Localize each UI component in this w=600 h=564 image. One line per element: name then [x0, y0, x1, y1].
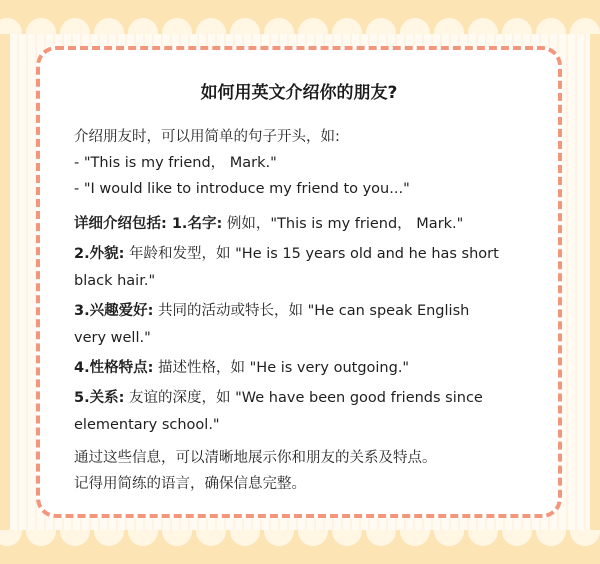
- intro-example: - "I would like to introduce my friend to you...": [74, 181, 410, 197]
- detail-continuation: very well.": [74, 330, 151, 346]
- scallop-bump: [570, 18, 600, 34]
- detail-heading: 3.兴趣爱好:: [74, 303, 154, 319]
- detail-heading: 2.外貌:: [74, 246, 125, 262]
- scallop-bump: [332, 530, 362, 546]
- scallop-bump: [298, 530, 328, 546]
- intro-lead: 介绍朋友时，可以用简单的句子开头，如:: [74, 129, 340, 145]
- scallop-bump: [332, 18, 362, 34]
- detail-continuation: elementary school.": [74, 417, 220, 433]
- scallop-bump: [94, 18, 124, 34]
- scallop-bump: [366, 530, 396, 546]
- scallop-bump: [298, 18, 328, 34]
- scallop-bump: [366, 18, 396, 34]
- scallop-bump: [502, 18, 532, 34]
- scallop-bump: [26, 530, 56, 546]
- detail-continuation: black hair.": [74, 273, 156, 289]
- closing-line: 通过这些信息，可以清晰地展示你和朋友的关系及特点。: [74, 450, 437, 466]
- detail-text: 共同的活动或特长，如 "He can speak English: [153, 303, 470, 319]
- detail-text: 例如，"This is my friend， Mark.": [222, 216, 464, 232]
- intro-example: - "This is my friend， Mark.": [74, 155, 277, 171]
- scallop-bump: [400, 18, 430, 34]
- scallop-bump: [60, 530, 90, 546]
- scallop-bump: [468, 530, 498, 546]
- page-title: 如何用英文介绍你的朋友?: [200, 83, 398, 103]
- scallop-bump: [0, 530, 22, 546]
- scallop-bump: [400, 530, 430, 546]
- detail-heading: 5.关系:: [74, 390, 125, 406]
- scalloped-bottom-edge: [0, 530, 600, 564]
- scallop-bump: [434, 530, 464, 546]
- detail-text: 友谊的深度，如 "We have been good friends since: [124, 390, 483, 406]
- detail-item: [74, 355, 534, 382]
- scallop-bump: [0, 18, 22, 34]
- scallop-bump: [230, 530, 260, 546]
- scallop-bump: [468, 18, 498, 34]
- scallop-bump: [196, 18, 226, 34]
- scallop-bump: [60, 18, 90, 34]
- scallop-bump: [26, 18, 56, 34]
- detail-text: 描述性格，如 "He is very outgoing.": [153, 360, 410, 376]
- scallop-bump: [128, 18, 158, 34]
- scalloped-top-edge: [0, 0, 600, 34]
- detail-item: [74, 241, 534, 295]
- scallop-bump: [162, 18, 192, 34]
- detail-item: [74, 211, 534, 238]
- scallop-bump: [196, 530, 226, 546]
- scallop-bump: [434, 18, 464, 34]
- detail-item: [74, 298, 534, 352]
- scallop-bump: [94, 530, 124, 546]
- detail-item: [74, 385, 534, 439]
- detail-heading: 详细介绍包括: 1.名字:: [74, 216, 223, 232]
- detail-heading: 4.性格特点:: [74, 360, 154, 376]
- scallop-bump: [230, 18, 260, 34]
- content-body: [74, 124, 534, 497]
- scallop-bump: [264, 18, 294, 34]
- scallop-bump: [128, 530, 158, 546]
- scallop-bump: [536, 18, 566, 34]
- scallop-bump: [502, 530, 532, 546]
- detail-text: 年龄和发型，如 "He is 15 years old and he has short: [124, 246, 499, 262]
- scallop-bump: [536, 530, 566, 546]
- scallop-bump: [162, 530, 192, 546]
- scallop-bump: [264, 530, 294, 546]
- scallop-bump: [570, 530, 600, 546]
- closing-line: 记得用简练的语言，确保信息完整。: [74, 476, 306, 492]
